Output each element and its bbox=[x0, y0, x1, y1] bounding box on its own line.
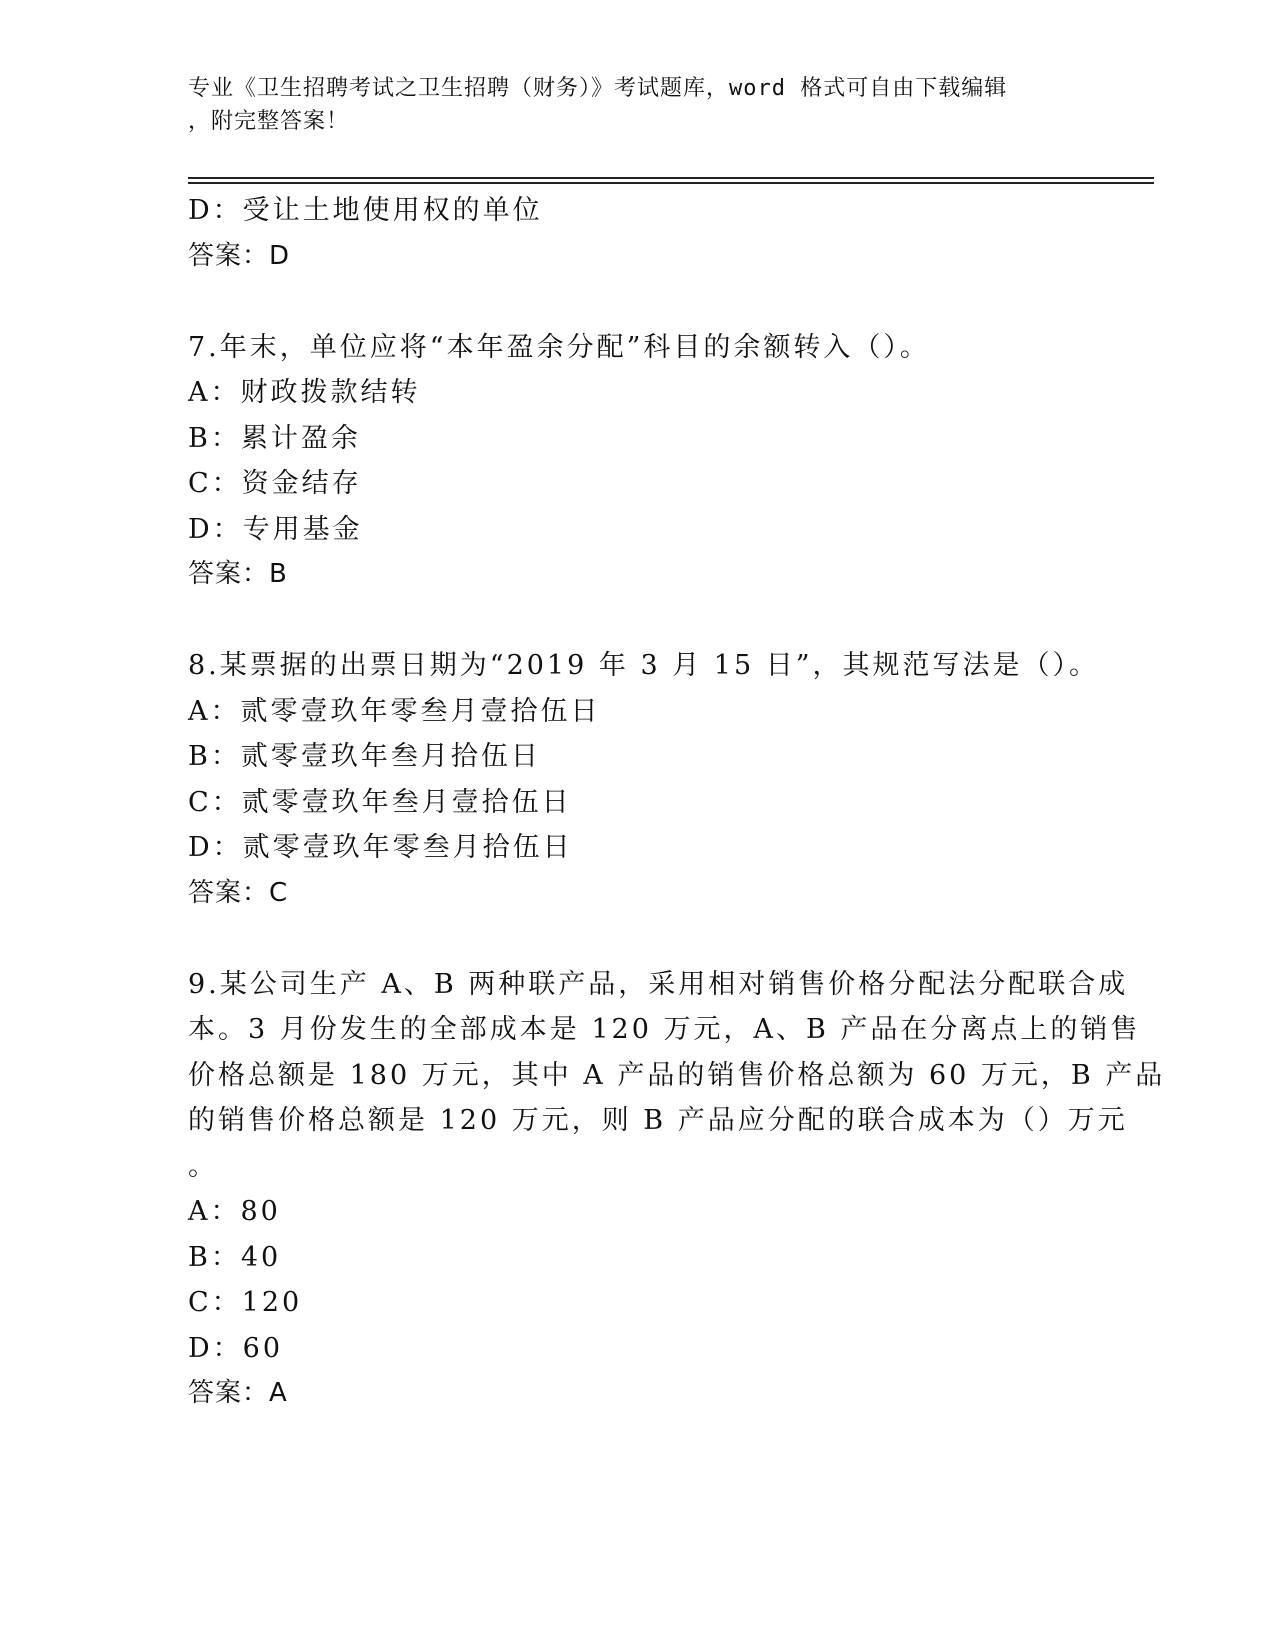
option-d: D：60 bbox=[188, 1332, 284, 1364]
spacer bbox=[188, 598, 1088, 644]
question-stem-line-1: 9.某公司生产 A、B 两种联产品，采用相对销售价格分配法分配联合成 bbox=[188, 968, 1129, 1000]
option-d: D：贰零壹玖年零叁月拾伍日 bbox=[188, 832, 573, 863]
option-c: C：120 bbox=[188, 1287, 303, 1318]
option-b: B：累计盈余 bbox=[188, 422, 361, 454]
spacer bbox=[188, 279, 1088, 325]
question-stem: 8.某票据的出票日期为“2019 年 3 月 15 日”，其规范写法是（）。 bbox=[188, 650, 1100, 681]
answer: 答案：B bbox=[188, 559, 288, 589]
spacer bbox=[188, 916, 1088, 962]
header-line-1: 专业《卫生招聘考试之卫生招聘（财务）》考试题库，word 格式可自由下载编辑 bbox=[188, 76, 1008, 101]
option-a: A：贰零壹玖年零叁月壹拾伍日 bbox=[188, 695, 601, 727]
question-stem-line-5: 。 bbox=[188, 1150, 218, 1182]
option-a: A：财政拨款结转 bbox=[188, 377, 421, 408]
answer-continued: 答案：D bbox=[188, 240, 291, 271]
option-b: B：贰零壹玖年叁月拾伍日 bbox=[188, 741, 541, 772]
question-8 bbox=[188, 643, 1100, 916]
option-d-continued: D：受让土地使用权的单位 bbox=[188, 195, 543, 226]
option-b: B：40 bbox=[188, 1241, 282, 1273]
header-line-2: ，附完整答案！ bbox=[188, 109, 350, 134]
document-header bbox=[188, 72, 1088, 138]
question-stem-line-2: 本。3 月份发生的全部成本是 120 万元，A、B 产品在分离点上的销售 bbox=[188, 1014, 1141, 1045]
option-c: C：资金结存 bbox=[188, 468, 362, 499]
question-7 bbox=[188, 325, 1088, 598]
header-divider-top bbox=[188, 177, 1154, 179]
option-a: A：80 bbox=[188, 1196, 281, 1227]
answer: 答案：C bbox=[188, 877, 289, 908]
question-stem: 7.年末，单位应将“本年盈余分配”科目的余额转入（）。 bbox=[188, 331, 930, 363]
question-stem-line-3: 价格总额是 180 万元，其中 A 产品的销售价格总额为 60 万元，B 产品 bbox=[188, 1059, 1166, 1091]
question-stem-line-4: 的销售价格总额是 120 万元，则 B 产品应分配的联合成本为（）万元 bbox=[188, 1105, 1128, 1136]
option-d: D：专用基金 bbox=[188, 513, 363, 545]
answer: 答案：A bbox=[188, 1378, 288, 1408]
header-divider-bottom bbox=[188, 182, 1154, 184]
question-list bbox=[188, 188, 1166, 1417]
question-9 bbox=[188, 962, 1166, 1417]
option-c: C：贰零壹玖年叁月壹拾伍日 bbox=[188, 786, 572, 818]
